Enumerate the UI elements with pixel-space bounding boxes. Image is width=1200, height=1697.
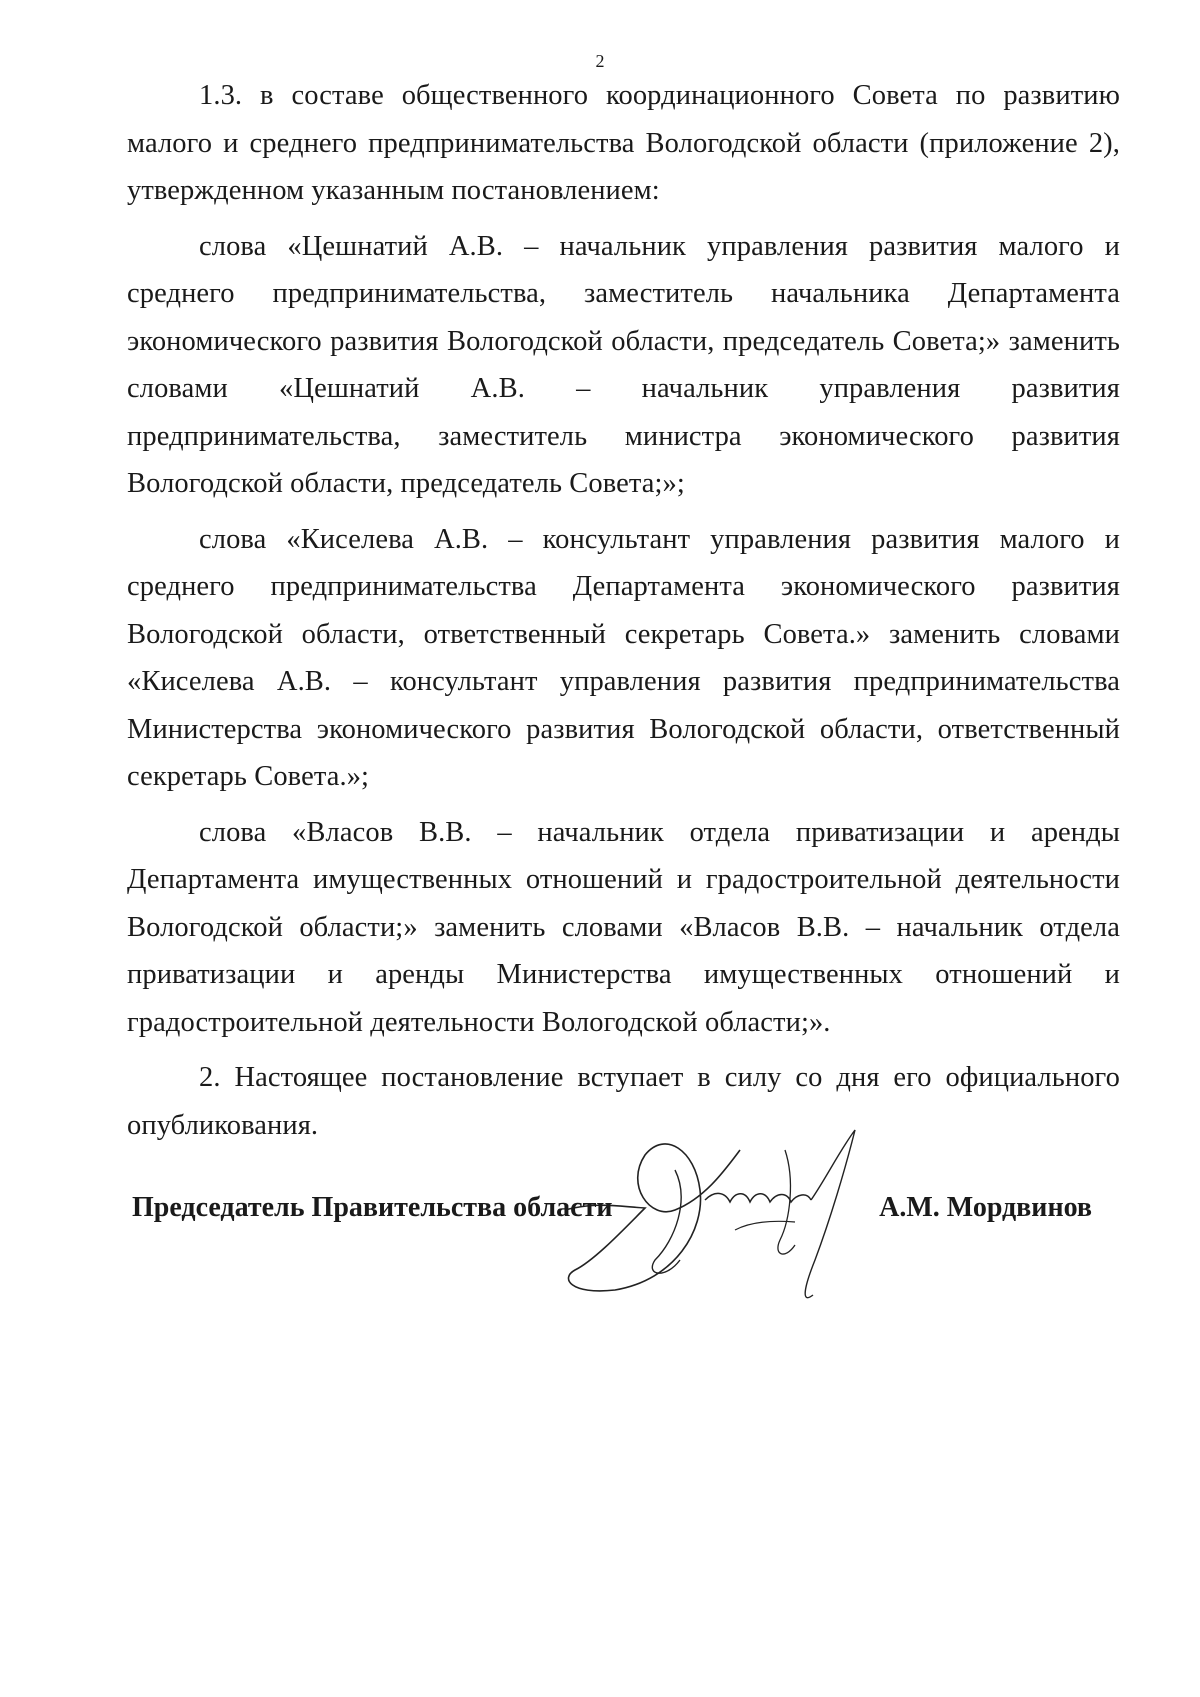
page-number: 2 xyxy=(595,51,605,71)
paragraph-effective-date: 2. Настоящее постановление вступает в силу со дня его официального опубликования. xyxy=(127,1062,1120,1141)
document-body xyxy=(127,72,1120,1149)
paragraph-kiseleva: слова «Киселева А.В. – консультант управления развития малого и среднего предпринимательства Департамента экономического развития Вологодской области, ответственный секретарь Совета.» заменить словами «Киселева А.В. – консультант управления развития предпринимательства Министерства экономического развития Вологодской области, ответственный секретарь Совета.»; xyxy=(127,523,1120,792)
signature-block xyxy=(132,1188,1092,1228)
signer-position: Председатель Правительства области xyxy=(132,1192,613,1223)
paragraph-item-1-3: 1.3. в составе общественного координационного Совета по развитию малого и среднего предпринимательства Вологодской области (приложение 2), утвержденном указанным постановлением: xyxy=(127,80,1120,206)
paragraph-vlasov: слова «Власов В.В. – начальник отдела приватизации и аренды Департамента имущественных отношений и градостроительной деятельности Вологодской области;» заменить словами «Власов В.В. – начальник отдела приватизации и аренды Министерства имущественных отношений и градостроительной деятельности Вологодской области;». xyxy=(127,816,1120,1038)
signer-name: А.М. Мордвинов xyxy=(879,1192,1092,1223)
paragraph-tseshnatiy: слова «Цешнатий А.В. – начальник управления развития малого и среднего предпринимательства, заместитель начальника Департамента экономического развития Вологодской области, председатель Совета;» заменить словами «Цешнатий А.В. – начальник управления развития предпринимательства, заместитель министра экономического развития Вологодской области, председатель Совета;»; xyxy=(127,230,1120,499)
